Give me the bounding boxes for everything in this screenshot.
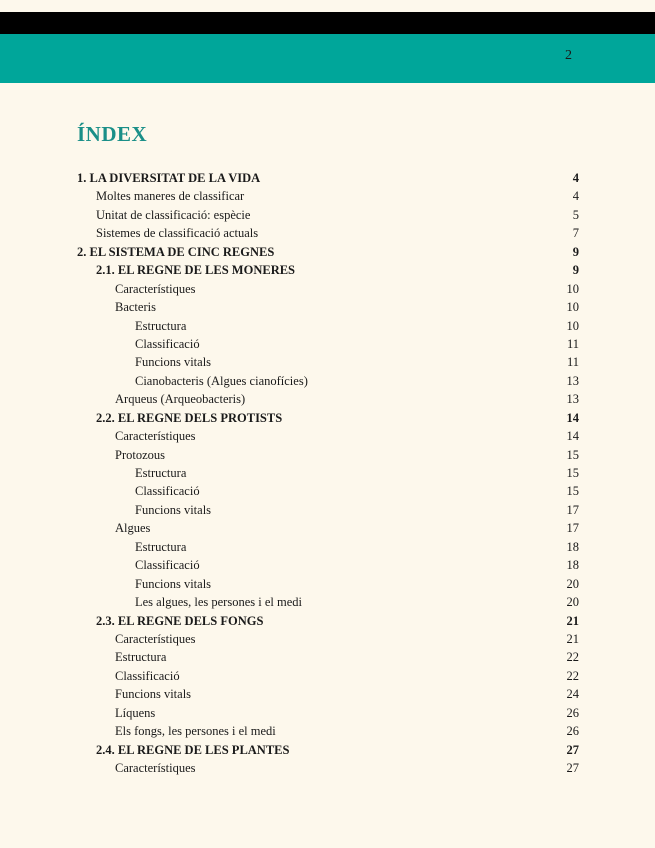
toc-entry[interactable] bbox=[77, 206, 579, 224]
toc-entry-title: Els fongs, les persones i el medi bbox=[115, 724, 276, 739]
toc-entry-page: 20 bbox=[566, 595, 579, 610]
toc-entry[interactable] bbox=[77, 446, 579, 464]
toc-entry-page: 7 bbox=[572, 226, 579, 241]
toc-entry[interactable] bbox=[77, 704, 579, 722]
toc-entry-title: Funcions vitals bbox=[135, 576, 212, 591]
toc-entry[interactable] bbox=[77, 280, 579, 298]
toc-entry-page: 9 bbox=[572, 263, 579, 278]
toc-entry[interactable] bbox=[77, 685, 579, 703]
toc-entry[interactable] bbox=[77, 648, 579, 666]
toc-entry-page: 15 bbox=[566, 484, 579, 499]
toc-entry[interactable] bbox=[77, 224, 579, 242]
toc-entry[interactable] bbox=[77, 575, 579, 593]
toc-entry-title: Unitat de classificació: espècie bbox=[96, 207, 251, 222]
toc-entry-page: 11 bbox=[566, 355, 579, 370]
toc-entry[interactable] bbox=[77, 187, 579, 205]
toc-entry-page: 15 bbox=[566, 466, 579, 480]
toc-entry-page: 15 bbox=[566, 447, 579, 462]
toc-entry[interactable] bbox=[77, 722, 579, 740]
toc-entry-title: Sistemes de classificació actuals bbox=[96, 226, 259, 241]
toc-entry-title: 2. EL SISTEMA DE CINC REGNES bbox=[77, 244, 275, 259]
toc-entry[interactable] bbox=[77, 501, 579, 519]
toc-entry-page: 21 bbox=[566, 631, 579, 646]
toc-entry-page: 4 bbox=[572, 171, 579, 185]
toc-entry[interactable] bbox=[77, 519, 579, 537]
toc-entry-title: Les algues, les persones i el medi bbox=[135, 595, 302, 610]
page-number: 2 bbox=[565, 48, 572, 63]
toc-entry[interactable] bbox=[77, 372, 579, 390]
toc-entry[interactable] bbox=[77, 335, 579, 353]
toc-entry-title: Característiques bbox=[115, 631, 196, 646]
toc-entry-page: 18 bbox=[566, 558, 579, 573]
toc-entry-page: 21 bbox=[566, 613, 579, 628]
toc-entry-title: Algues bbox=[115, 521, 151, 536]
toc-entry[interactable] bbox=[77, 593, 579, 611]
toc-entry[interactable] bbox=[77, 538, 579, 556]
toc-entry-title: Característiques bbox=[115, 429, 196, 444]
toc-entry[interactable] bbox=[77, 556, 579, 574]
toc-entry-title: Líquens bbox=[115, 705, 156, 720]
toc-entry-title: Estructura bbox=[135, 318, 187, 333]
toc-entry-title: Moltes maneres de classificar bbox=[96, 189, 245, 204]
toc-entry-page: 13 bbox=[566, 392, 579, 407]
toc-entry-title: Classificació bbox=[135, 336, 200, 351]
toc-entry-title: Funcions vitals bbox=[135, 502, 212, 517]
toc-entry-page: 4 bbox=[572, 189, 579, 204]
toc-entry-title: Classificació bbox=[135, 484, 200, 499]
toc-entry-title: 1. LA DIVERSITAT DE LA VIDA bbox=[77, 171, 261, 185]
toc-entry-page: 26 bbox=[566, 724, 579, 739]
toc-entry-title: Classificació bbox=[135, 558, 200, 573]
page-title: ÍNDEX bbox=[77, 122, 148, 146]
toc-entry-page: 20 bbox=[566, 576, 579, 591]
toc-entry[interactable] bbox=[77, 353, 579, 371]
top-black-bar bbox=[0, 12, 655, 34]
toc-entry-page: 27 bbox=[566, 761, 579, 775]
toc-entry-title: 2.1. EL REGNE DE LES MONERES bbox=[96, 263, 296, 278]
toc-entry[interactable] bbox=[77, 169, 579, 187]
toc-entry-title: Funcions vitals bbox=[135, 355, 212, 370]
toc-entry-page: 10 bbox=[566, 300, 579, 315]
toc-entry-title: 2.2. EL REGNE DELS PROTISTS bbox=[96, 410, 283, 425]
toc-entry[interactable] bbox=[77, 390, 579, 408]
toc-entry-page: 13 bbox=[566, 373, 579, 388]
toc-entry-page: 22 bbox=[566, 668, 579, 683]
toc-entry[interactable] bbox=[77, 667, 579, 685]
toc-entry-page: 26 bbox=[566, 705, 579, 720]
toc-entry[interactable] bbox=[77, 409, 579, 427]
toc-entry-title: Estructura bbox=[135, 539, 187, 554]
toc-entry-page: 22 bbox=[566, 650, 579, 665]
toc-entry-page: 10 bbox=[566, 281, 579, 296]
toc-entry[interactable] bbox=[77, 261, 579, 279]
toc-entry[interactable] bbox=[77, 741, 579, 759]
toc-entry-page: 5 bbox=[572, 207, 579, 222]
toc-entry-title: Bacteris bbox=[115, 300, 156, 315]
toc-entry[interactable] bbox=[77, 482, 579, 500]
toc-entry-page: 17 bbox=[566, 502, 579, 517]
toc-entry-title: Arqueus (Arqueobacteris) bbox=[115, 392, 246, 407]
toc-entry[interactable] bbox=[77, 298, 579, 316]
toc-entry-title: Característiques bbox=[115, 281, 196, 296]
toc-entry-page: 9 bbox=[572, 244, 579, 259]
toc-entry-page: 11 bbox=[566, 336, 579, 351]
toc-entry[interactable] bbox=[77, 317, 579, 335]
toc-entry-page: 27 bbox=[566, 742, 579, 757]
toc-entry[interactable] bbox=[77, 630, 579, 648]
toc-entry-title: 2.4. EL REGNE DE LES PLANTES bbox=[96, 742, 290, 757]
toc-entry-title: 2.3. EL REGNE DELS FONGS bbox=[96, 613, 264, 628]
header-band bbox=[0, 34, 655, 83]
toc-entry-page: 14 bbox=[566, 410, 579, 425]
toc-entry-page: 24 bbox=[566, 687, 579, 702]
toc-entry-page: 18 bbox=[566, 539, 579, 554]
toc-entry-page: 17 bbox=[566, 521, 579, 536]
toc-entry-title: Protozous bbox=[115, 447, 165, 462]
toc-entry-title: Cianobacteris (Algues cianofícies) bbox=[135, 373, 308, 388]
toc-entry-title: Funcions vitals bbox=[115, 687, 192, 702]
toc-entry[interactable] bbox=[77, 759, 579, 777]
table-of-contents bbox=[77, 169, 579, 777]
toc-entry[interactable] bbox=[77, 464, 579, 482]
toc-entry-page: 10 bbox=[566, 318, 579, 333]
toc-entry-title: Classificació bbox=[115, 668, 180, 683]
toc-entry-page: 14 bbox=[566, 429, 579, 444]
toc-entry-title: Estructura bbox=[115, 650, 167, 665]
toc-entry-title: Estructura bbox=[135, 466, 187, 480]
toc-entry[interactable] bbox=[77, 243, 579, 261]
toc-entry[interactable] bbox=[77, 612, 579, 630]
toc-entry-title: Característiques bbox=[115, 761, 196, 775]
toc-entry[interactable] bbox=[77, 427, 579, 445]
